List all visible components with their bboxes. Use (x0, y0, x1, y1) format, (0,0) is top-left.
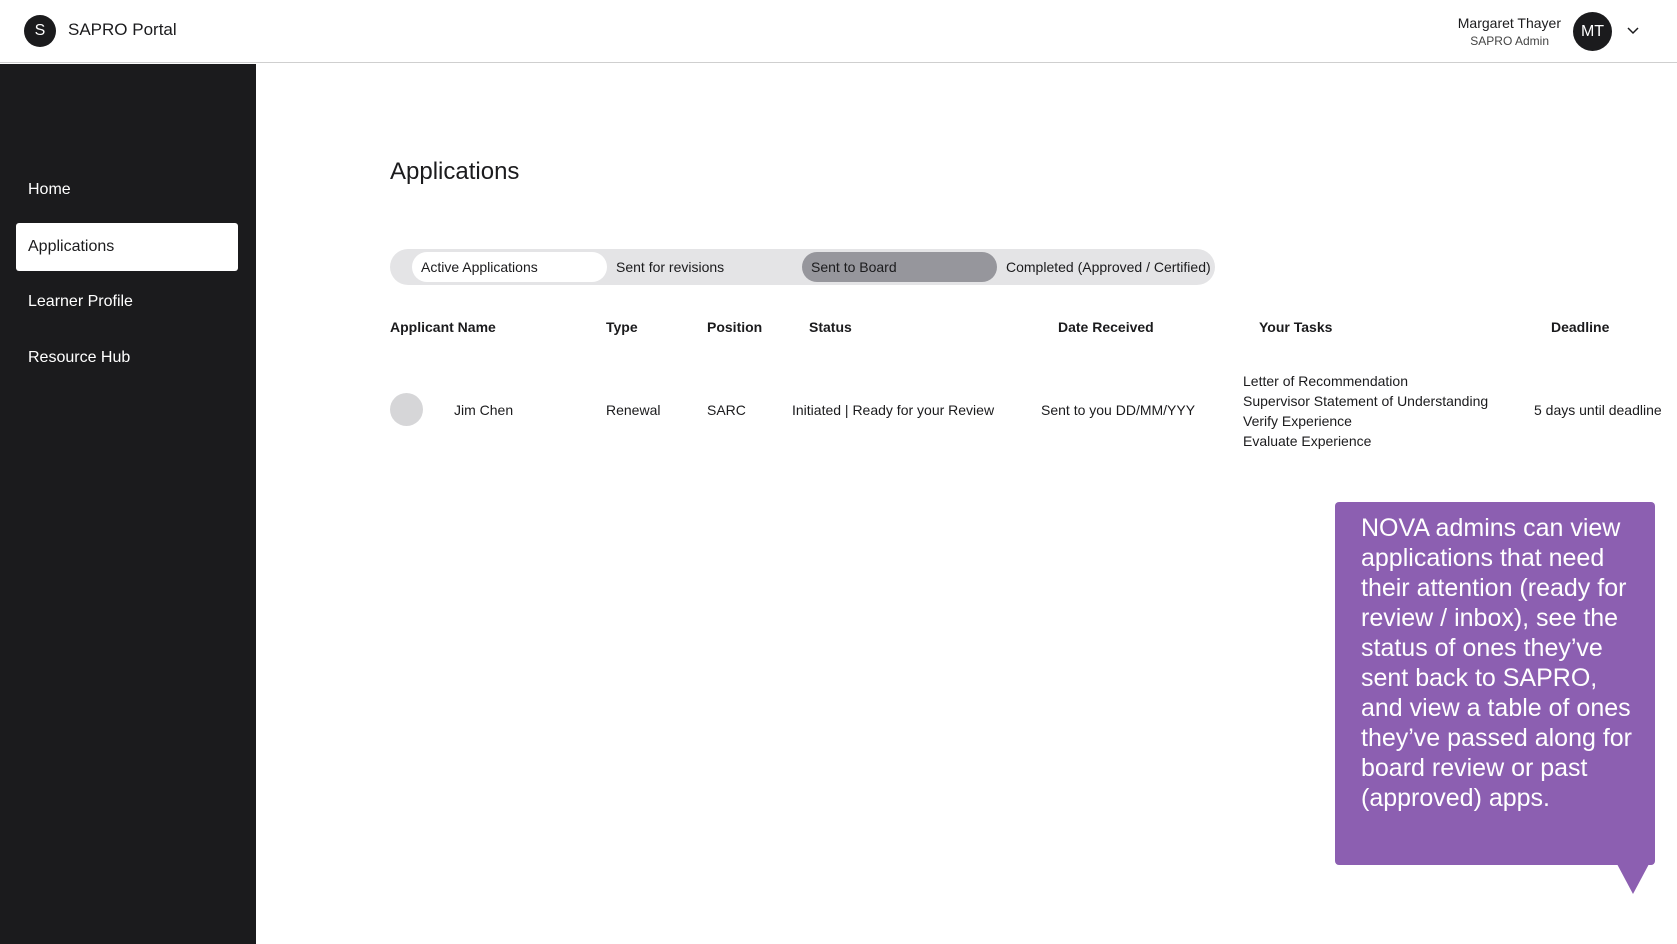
tab-active-applications[interactable]: Active Applications (412, 252, 607, 282)
column-header-applicant-name[interactable]: Applicant Name (390, 319, 496, 335)
sidebar-item-applications[interactable]: Applications (16, 223, 238, 271)
task-item[interactable]: Supervisor Statement of Understanding (1243, 393, 1489, 409)
callout-tail (1617, 864, 1649, 894)
column-header-type[interactable]: Type (606, 319, 638, 335)
task-item[interactable]: Letter of Recommendation (1243, 373, 1408, 389)
sidebar-item-resource-hub[interactable]: Resource Hub (28, 349, 131, 366)
task-item[interactable]: Evaluate Experience (1243, 433, 1372, 449)
app-logo[interactable]: S (24, 15, 56, 47)
application-position: SARC (707, 402, 746, 418)
applicant-name[interactable]: Jim Chen (454, 402, 514, 418)
tab-completed[interactable]: Completed (Approved / Certified) (1006, 259, 1211, 275)
column-header-deadline[interactable]: Deadline (1551, 319, 1610, 335)
chevron-down-icon[interactable] (1625, 22, 1641, 38)
column-header-your-tasks[interactable]: Your Tasks (1259, 319, 1333, 335)
task-item[interactable]: Verify Experience (1243, 413, 1352, 429)
app-title[interactable]: SAPRO Portal (68, 20, 177, 39)
top-header (0, 0, 1677, 63)
application-type: Renewal (606, 402, 661, 418)
sidebar (0, 64, 256, 944)
application-status: Initiated | Ready for your Review (792, 402, 995, 418)
tab-sent-to-board[interactable]: Sent to Board (802, 252, 997, 282)
user-role: SAPRO Admin (1470, 34, 1549, 48)
column-header-position[interactable]: Position (707, 319, 763, 335)
deadline: 5 days until deadline (1534, 402, 1662, 418)
user-name: Margaret Thayer (1457, 15, 1561, 31)
user-avatar[interactable]: MT (1573, 12, 1612, 51)
sidebar-item-home[interactable]: Home (28, 181, 71, 198)
page-title: Applications (390, 158, 520, 185)
tab-sent-for-revisions[interactable]: Sent for revisions (616, 259, 725, 275)
application-tabs (390, 249, 1215, 285)
annotation-callout: NOVA admins can view applications that need their attention (ready for review / inbox), see the status of ones they’ve sent back to SAPRO, and view a table of ones they’ve passed along for board review or past (approved) apps. (1335, 502, 1655, 865)
column-header-date-received[interactable]: Date Received (1058, 319, 1154, 335)
task-list (1243, 371, 1488, 451)
date-received: Sent to you DD/MM/YYY (1041, 402, 1196, 418)
sidebar-item-learner-profile[interactable]: Learner Profile (28, 293, 133, 310)
column-header-status[interactable]: Status (809, 319, 852, 335)
applicant-avatar (390, 393, 423, 426)
